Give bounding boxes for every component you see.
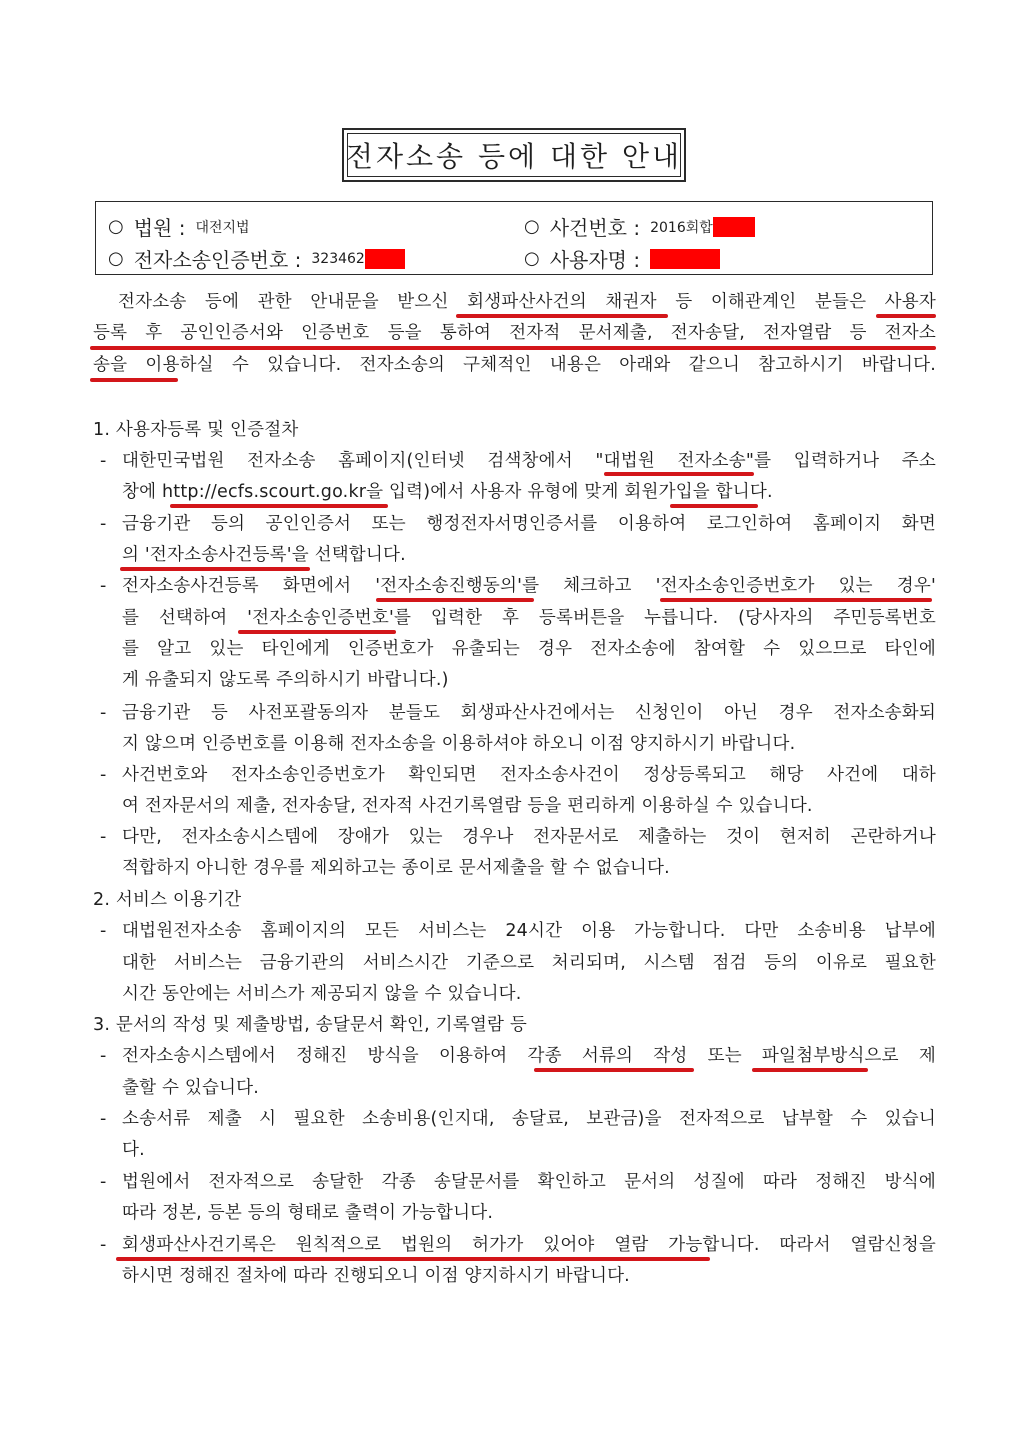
emphasis-underline [90, 346, 936, 350]
list-item-line: 대법원전자소송 홈페이지의 모든 서비스는 24시간 이용 가능합니다. 다만 소송비용 납부에 [122, 921, 936, 941]
list-item-line: 전자소송시스템에서 정해진 방식을 이용하여 각종 서류의 작성 또는 파일첨부방식으로 제 [122, 1046, 936, 1066]
emphasis-underline [534, 1068, 694, 1072]
court-label: 법원 : [133, 216, 186, 240]
dash-bullet: - [100, 921, 107, 941]
list-item-line: 출할 수 있습니다. [122, 1078, 260, 1098]
emphasis-underline [116, 1257, 710, 1261]
list-item-line: 따라 정본, 등본 등의 형태로 출력이 가능합니다. [122, 1203, 494, 1223]
emphasis-underline [90, 378, 178, 382]
dash-bullet: - [100, 1172, 107, 1192]
dash-bullet: - [100, 514, 107, 534]
list-item-line: 의 '전자소송사건등록'을 선택합니다. [122, 545, 406, 565]
dash-bullet: - [100, 576, 107, 596]
circle-bullet-icon: ○ [108, 248, 124, 269]
list-item-line: 게 유출되지 않도록 주의하시기 바랍니다.) [122, 670, 449, 690]
emphasis-underline [660, 598, 932, 602]
section-1-heading: 1. 사용자등록 및 인증절차 [93, 420, 299, 440]
dash-bullet: - [100, 703, 107, 723]
intro-line-1: 전자소송 등에 관한 안내문을 받으신 회생파산사건의 채권자 등 이해관계인 분들은 사용자 [118, 292, 936, 312]
circle-bullet-icon: ○ [108, 216, 124, 237]
emphasis-underline [238, 630, 396, 634]
list-item-line: 법원에서 전자적으로 송달한 각종 송달문서를 확인하고 문서의 성질에 따라 정해진 방식에 [122, 1172, 936, 1192]
court-field [108, 212, 250, 241]
list-item-line: 를 선택하여 '전자소송인증번호'를 입력한 후 등록버튼을 누릅니다. (당사자의 주민등록번호 [122, 608, 936, 628]
emphasis-underline [752, 1068, 868, 1072]
list-item-line: 다. [122, 1140, 145, 1160]
list-item-line: 지 않으며 인증번호를 이용해 전자소송을 이용하셔야 하오니 이점 양지하시기 바랍니다. [122, 734, 796, 754]
case-number-field [524, 212, 755, 241]
emphasis-underline [170, 504, 388, 508]
list-item-line: 시간 동안에는 서비스가 제공되지 않을 수 있습니다. [122, 984, 522, 1004]
circle-bullet-icon: ○ [524, 216, 540, 237]
dash-bullet: - [100, 765, 107, 785]
dash-bullet: - [100, 1046, 107, 1066]
title-box [342, 128, 686, 182]
dash-bullet: - [100, 827, 107, 847]
section-2-heading: 2. 서비스 이용기간 [93, 890, 242, 910]
list-item-line: 소송서류 제출 시 필요한 소송비용(인지대, 송달료, 보관금)을 전자적으로 납부할 수 있습니 [122, 1109, 936, 1129]
list-item-line: 적합하지 아니한 경우를 제외하고는 종이로 문서제출을 할 수 없습니다. [122, 858, 670, 878]
emphasis-underline [456, 314, 668, 318]
emphasis-underline [670, 504, 758, 508]
list-item-line: 창에 http://ecfs.scourt.go.kr을 입력)에서 사용자 유형에 맞게 회원가입을 합니다. [122, 482, 773, 502]
list-item-line: 사건번호와 전자소송인증번호가 확인되면 전자소송사건이 정상등록되고 해당 사건에 대하 [122, 765, 936, 785]
court-value: 대전지법 [195, 219, 250, 236]
cert-number-field [108, 244, 405, 273]
list-item-line: 금융기관 등 사전포괄동의자 분들도 회생파산사건에서는 신청인이 아닌 경우 전자소송화되 [122, 703, 936, 723]
list-item-line: 전자소송사건등록 화면에서 '전자소송진행동의'를 체크하고 '전자소송인증번호가 있는 경우' [122, 576, 936, 596]
intro-line-2: 등록 후 공인인증서와 인증번호 등을 통하여 전자적 문서제출, 전자송달, 전자열람 등 전자소 [93, 323, 936, 343]
circle-bullet-icon: ○ [524, 248, 540, 269]
list-item-line: 를 알고 있는 타인에게 인증번호가 유출되는 경우 전자소송에 참여할 수 있으므로 타인에 [122, 639, 936, 659]
info-box [95, 201, 933, 275]
emphasis-underline [376, 598, 534, 602]
user-name-field [524, 244, 720, 273]
dash-bullet: - [100, 451, 107, 471]
list-item-line: 다만, 전자소송시스템에 장애가 있는 경우나 전자문서로 제출하는 것이 현저히 곤란하거나 [122, 827, 936, 847]
list-item-line: 대한민국법원 전자소송 홈페이지(인터넷 검색창에서 "대법원 전자소송"를 입력하거나 주소 [122, 451, 936, 471]
list-item-line: 금융기관 등의 공인인증서 또는 행정전자서명인증서를 이용하여 로그인하여 홈페이지 화면 [122, 514, 936, 534]
list-item-line: 여 전자문서의 제출, 전자송달, 전자적 사건기록열람 등을 편리하게 이용하실 수 있습니다. [122, 796, 813, 816]
section-3-heading: 3. 문서의 작성 및 제출방법, 송달문서 확인, 기록열람 등 [93, 1015, 527, 1035]
cert-number-value: 323462 [311, 250, 365, 267]
cert-number-label: 전자소송인증번호 : [133, 248, 302, 272]
emphasis-underline [876, 314, 936, 318]
user-name-label: 사용자명 : [549, 248, 641, 272]
case-number-redaction [713, 217, 755, 237]
user-name-redaction [650, 249, 720, 269]
case-number-label: 사건번호 : [549, 216, 641, 240]
emphasis-underline [120, 567, 310, 571]
list-item-line: 회생파산사건기록은 원칙적으로 법원의 허가가 있어야 열람 가능합니다. 따라서 열람신청을 [122, 1235, 936, 1255]
dash-bullet: - [100, 1235, 107, 1255]
emphasis-underline [604, 472, 754, 476]
list-item-line: 대한 서비스는 금융기관의 서비스시간 기준으로 처리되며, 시스템 점검 등의 이유로 필요한 [122, 953, 936, 973]
cert-number-redaction [365, 249, 405, 269]
page-title: 전자소송 등에 대한 안내 [345, 140, 683, 173]
list-item-line: 하시면 정해진 절차에 따라 진행되오니 이점 양지하시기 바랍니다. [122, 1266, 630, 1286]
dash-bullet: - [100, 1109, 107, 1129]
case-number-value: 2016회합 [650, 219, 713, 236]
intro-line-3: 송을 이용하실 수 있습니다. 전자소송의 구체적인 내용은 아래와 같으니 참고하시기 바랍니다. [93, 355, 936, 375]
